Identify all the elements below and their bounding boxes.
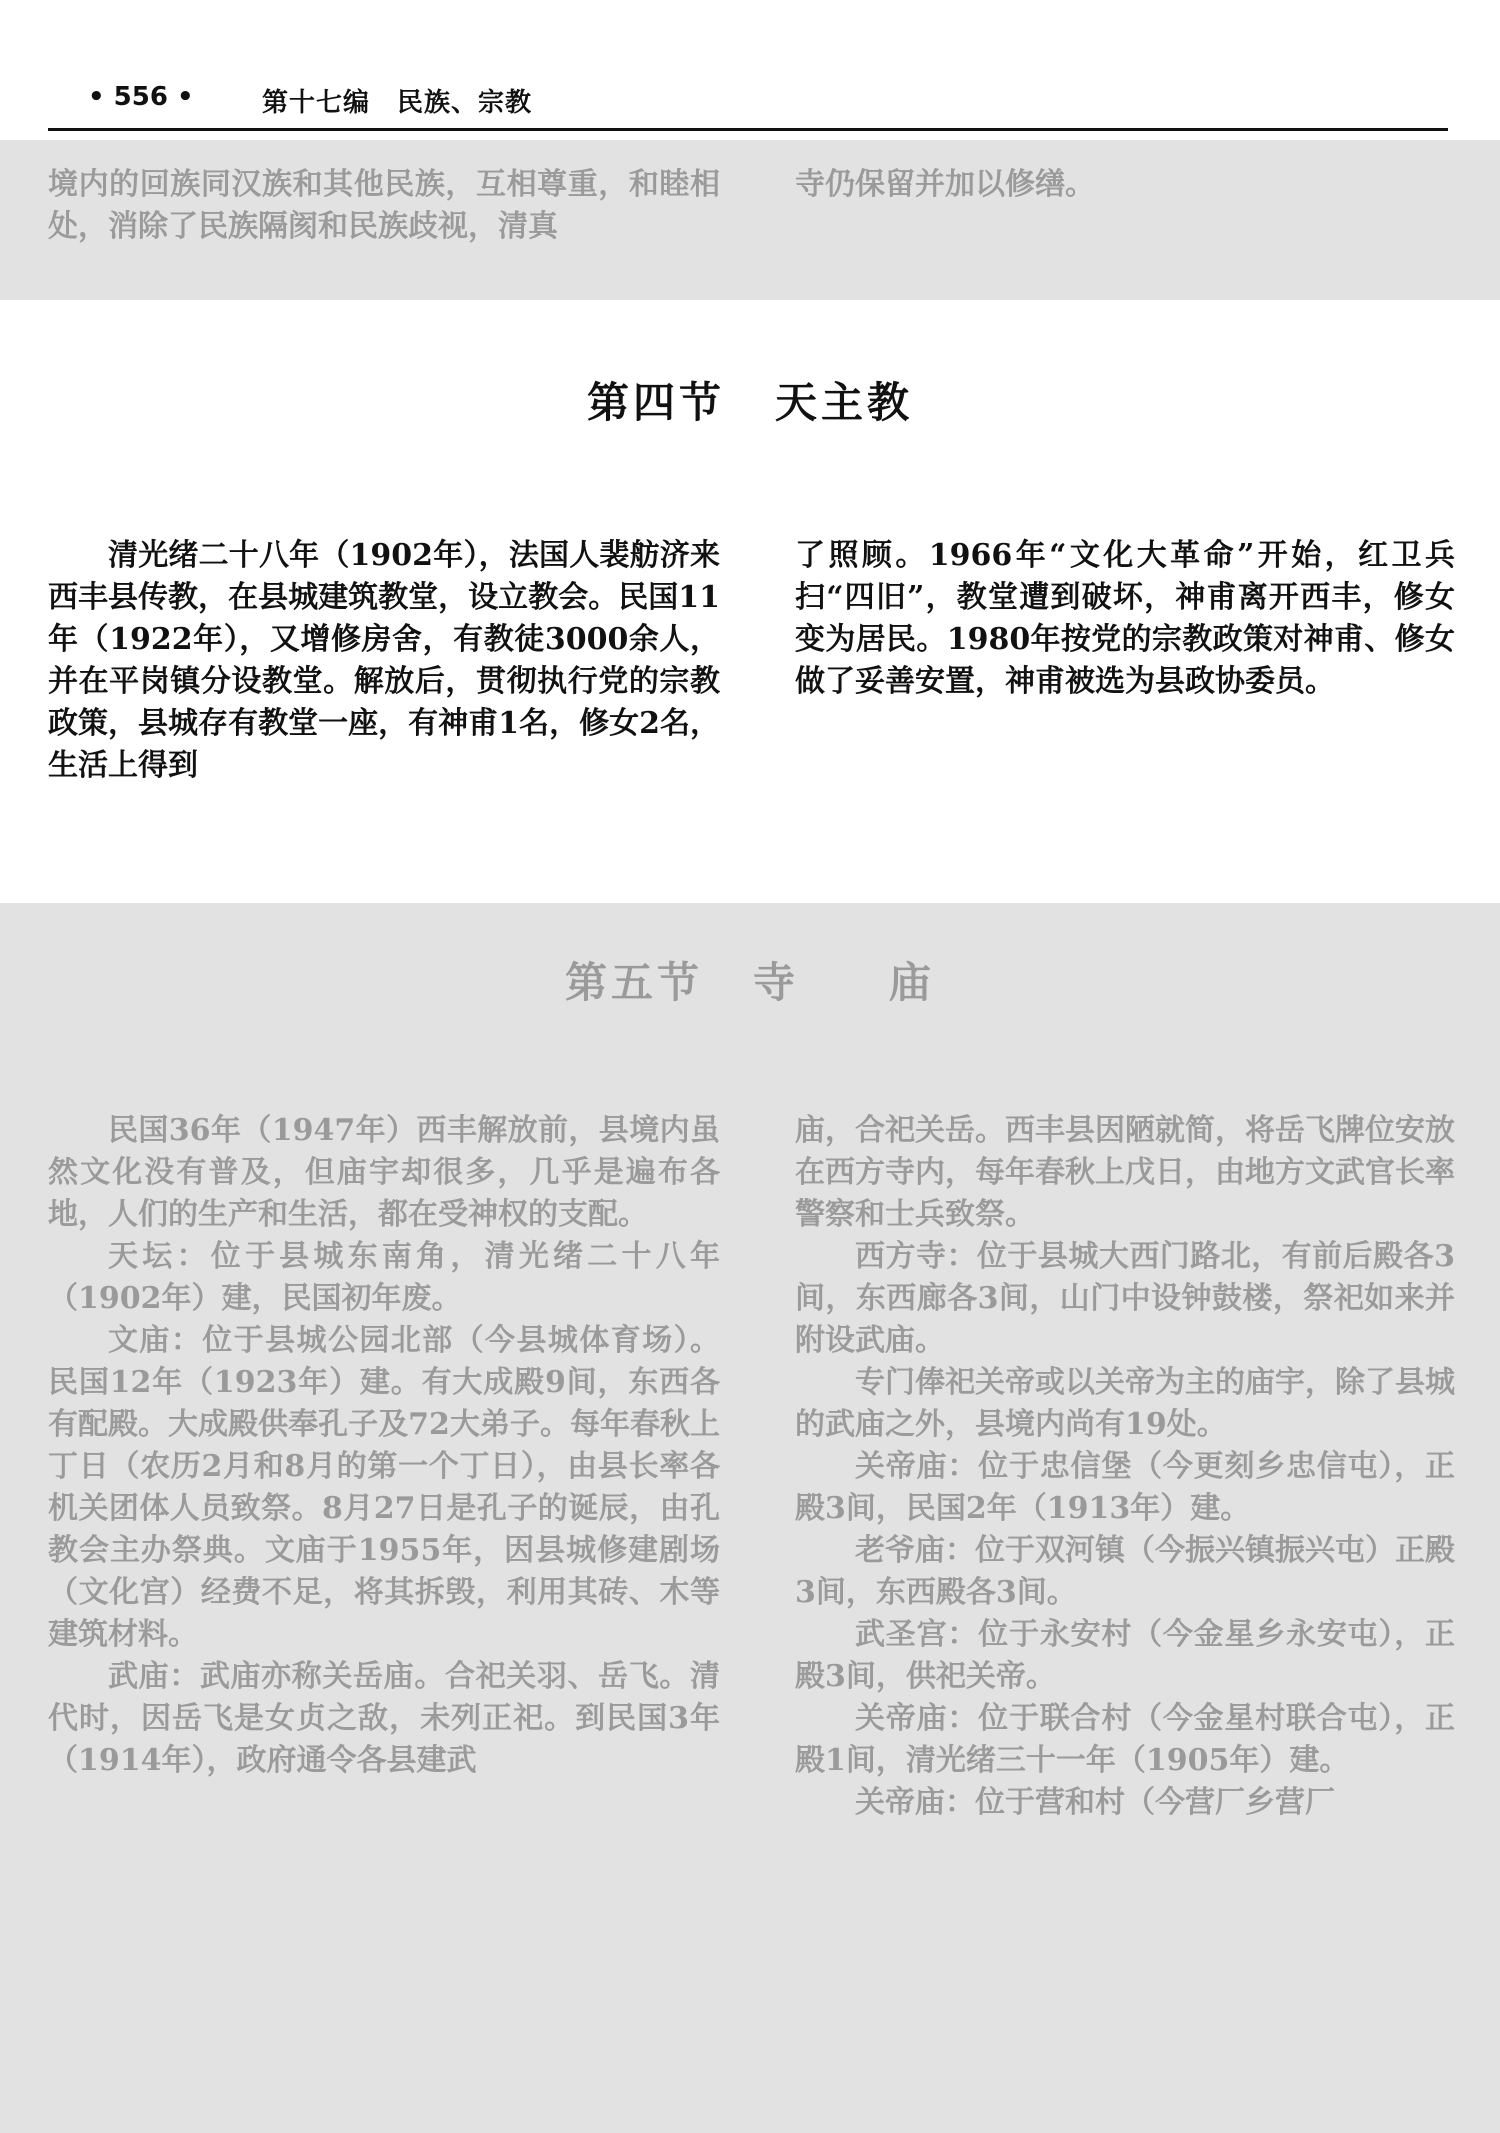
section5-left-paragraph: 武庙：武庙亦称关岳庙。合祀关羽、岳飞。清代时，因岳飞是女贞之敌，未列正祀。到民国3年（1914年），政府通令各县建武 — [48, 1659, 720, 1778]
section5-right-paragraph: 老爷庙：位于双河镇（今振兴镇振兴屯）正殿3间，东西殿各3间。 — [795, 1533, 1455, 1610]
section5-right-paragraph: 关帝庙：位于联合村（今金星村联合屯），正殿1间，清光绪三十一年（1905年）建。 — [795, 1701, 1455, 1778]
section5-left-column — [48, 1110, 720, 1782]
top-band-right-paragraph: 寺仍保留并加以修缮。 — [795, 167, 1095, 202]
section5-left-paragraph: 文庙：位于县城公园北部（今县城体育场）。民国12年（1923年）建。有大成殿9间，东西各有配殿。大成殿供奉孔子及72大弟子。每年春秋上丁日（农历2月和8月的第一个丁日），由县长率各机关团体人员致祭。8月27日是孔子的诞辰，由孔教会主办祭典。文庙于1955年，因县城修建剧场（文化宫）经费不足，将其拆毁，利用其砖、木等建筑材料。 — [48, 1323, 720, 1652]
section5-right-paragraph: 关帝庙：位于营和村（今营厂乡营厂 — [855, 1785, 1335, 1820]
top-band-left-paragraph: 境内的回族同汉族和其他民族，互相尊重，和睦相处，消除了民族隔阂和民族歧视，清真 — [48, 167, 720, 244]
section4-title-name: 天主教 — [775, 378, 914, 427]
section5-right-continuation: 庙，合祀关岳。西丰县因陋就简，将岳飞牌位安放在西方寺内，每年春秋上戊日，由地方文武官长率警察和士兵致祭。 — [795, 1113, 1455, 1232]
page-header — [50, 78, 1450, 118]
section4-title — [0, 370, 1500, 430]
top-band-left-text — [48, 164, 720, 248]
section4-right-column — [795, 535, 1455, 703]
section4-left-column — [48, 535, 720, 787]
page-number: • 556 • — [88, 82, 194, 112]
section5-title-number: 第五节 — [564, 958, 703, 1007]
section5-right-paragraph: 专门俸祀关帝或以关帝为主的庙宇，除了县城的武庙之外，县境内尚有19处。 — [795, 1365, 1455, 1442]
section5-left-paragraph: 天坛：位于县城东南角，清光绪二十八年（1902年）建，民国初年废。 — [48, 1239, 720, 1316]
section4-title-number: 第四节 — [586, 378, 725, 427]
section4-left-paragraph: 清光绪二十八年（1902年），法国人裴舫济来西丰县传教，在县城建筑教堂，设立教会。民国11年（1922年），又增修房舍，有教徒3000余人，并在平岗镇分设教堂。解放后，贯彻执行党的宗教政策，县城存有教堂一座，有神甫1名，修女2名，生活上得到 — [48, 538, 720, 783]
section5-left-paragraph: 民国36年（1947年）西丰解放前，县境内虽然文化没有普及，但庙宇却很多，几乎是遍布各地，人们的生产和生活，都在受神权的支配。 — [48, 1113, 720, 1232]
chapter-title: 第十七编 民族、宗教 — [262, 88, 533, 118]
section5-title — [0, 950, 1500, 1010]
section5-right-paragraph: 西方寺：位于县城大西门路北，有前后殿各3间，东西廊各3间，山门中设钟鼓楼，祭祀如来并附设武庙。 — [795, 1239, 1455, 1358]
top-band-right-text — [795, 164, 1455, 206]
section5-right-paragraph: 武圣宫：位于永安村（今金星乡永安屯），正殿3间，供祀关帝。 — [795, 1617, 1455, 1694]
section4-right-paragraph: 了照顾。1966年“文化大革命”开始，红卫兵扫“四旧”，教堂遭到破坏，神甫离开西丰，修女变为居民。1980年按党的宗教政策对神甫、修女做了妥善安置，神甫被选为县政协委员。 — [795, 538, 1455, 699]
header-rule — [48, 128, 1448, 131]
section5-right-column — [795, 1110, 1455, 1824]
section5-title-name-1: 寺 — [752, 958, 799, 1007]
section5-right-paragraph: 关帝庙：位于忠信堡（今更刻乡忠信屯），正殿3间，民国2年（1913年）建。 — [795, 1449, 1455, 1526]
section5-title-name-2: 庙 — [889, 958, 936, 1007]
